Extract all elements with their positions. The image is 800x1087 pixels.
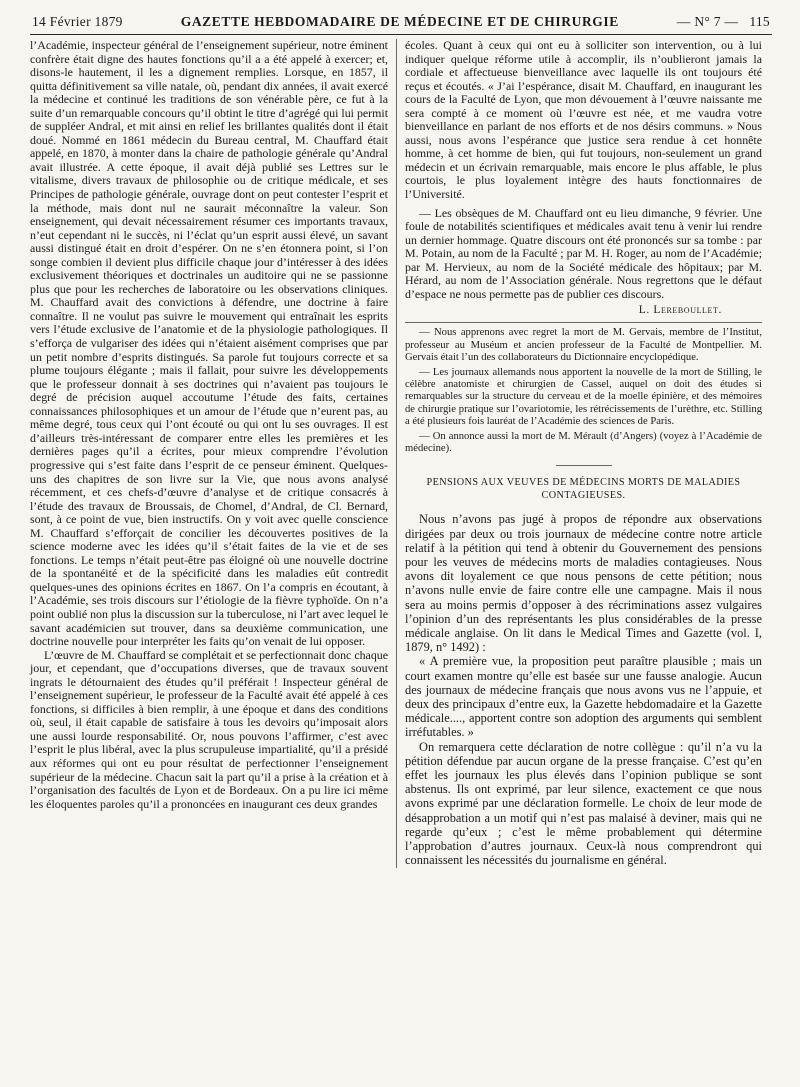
header-right: [677, 14, 770, 30]
header-issue: — N° 7 —: [676, 14, 739, 29]
right-column: [396, 39, 762, 868]
obituary-paragraph-1: l’Académie, inspecteur général de l’enseignement supérieur, notre éminent confrère était digne des hautes fonctions qu’il a a été appelé à exercer; et, disons-le hautement, il les a dignement remplies. Lorsque, en 1857, il quitta définitivement sa ville natale, où, pendant dix années, il avait exercé la médecine et continué les traditions de son vénérable père, ce fut à la suite d’un remarquable concours qu’il obtint le titre d’agrégé qui lui permit de suppléer Andral, et mit ainsi en relief les brillantes qualités dont il était doué. Nommé en 1861 médecin du Bureau central, M. Chauffard était appelé, en 1870, à monter dans la chaire de pathologie générale qu’Andral avait illustrée. A cette époque, il avait déjà publié ses Lettres sur le vitalisme, divers travaux de philosophie ou de critique médicale, et ses Principes de pathologie générale, ouvrage dont on peut contester l’esprit et la méthode, mais dont nul ne saurait méconnaître la valeur. Son enseignement, qui devait nécessairement résumer ces importants travaux, n’eut cependant ni le succès, ni l’éclat qu’un esprit aussi élevé, un savant aussi distingué était en droit d’espérer. On ne s’en étonnera point, si l’on songe combien il devient plus difficile chaque jour d’intéresser à des idées exclusivement théoriques et doctrinales un auditoire qui ne se passionne plus que pour les recherches de laboratoire ou les observations cliniques. M. Chauffard avait des convictions à défendre, une doctrine à faire connaître. Il ne voulut pas suivre le mouvement qui entraînait les esprits vers l’étude exclusive de l’anatomie et de la physiologie pathologiques. Il s’efforça de vulgariser des idées qui n’étaient aisément comprises que par un petit nombre d’esprits distingués. Sa parole fut toujours correcte et sa plume toujours élégante ; mais il fallait, pour suivre les développements que le professeur donnait à ses doctrines qui n’avaient pas toujours le degré de précision auquel accoutume l’étude des faits, certaines connaissances philosophiques et un amour de l’étude que n’eurent pas, au même degré, tous ceux qui l’ont écouté ou qui ont lu ses ouvrages. Il est d’ailleurs très-intéressant de comparer entre elles les premières et les dernières pages qu’il a écrites, pour mieux comprendre l’évolution progressive qui s’est faite dans l’esprit de ce penseur éminent. Quelques-uns des chapitres de son livre sur la Vie, que nous avons analysé récemment, et ces chefs-d’œuvre d’analyse et de critique consacrés à l’étude des travaux de Broussais, de Chomel, d’Andral, de Cl. Bernard, sont, à ce point de vue, bien instructifs. On y voit avec quelle conscience M. Chauffard s’efforçait de concilier les découvertes positives de la science moderne avec les idées qu’il s’était faites de la vie et de ses fonctions. Le temps n’était peut-être pas éloigné où une nouvelle doctrine de la spontanéité et de la spécificité dans les maladies eût contredit quelques-unes des opinions écrites en 1867. On l’a compris en écoutant, à l’Académie, ses trois discours sur l’étiologie de la fièvre typhoïde. On n’a point oublié non plus la discussion sur la tuberculose, ni l’art avec lequel le savant académicien sut trouver, dans sa deuxième communication, une doctrine nouvelle pour interpréter les faits qu’on venait de lui opposer.: [30, 38, 388, 649]
running-header: [30, 14, 772, 35]
section-title: PENSIONS AUX VEUVES DE MÉDECINS MORTS DE MALADIES CONTAGIEUSES.: [426, 477, 741, 502]
obituary-paragraph-2: L’œuvre de M. Chauffard se complétait et se perfectionnait donc chaque jour, et cependant, que d’occupations diverses, que de travaux souvent ingrats le détournaient des études qu’il préférait ! Inspecteur général de l’enseignement supérieur, le professeur de la Faculté avait été appelé à ces fonctions, si difficiles à bien remplir, à une époque et dans des conditions où, seul, il était capable de satisfaire à tous les devoirs qu’imposait alors une aussi lourde responsabilité. Or, nous pouvons l’affirmer, c’est avec l’esprit le plus libéral, avec la plus scrupuleuse impartialité, qu’il a présidé aux réformes qui ont eu pour résultat de perfectionner l’enseignement supérieur de la médecine. Chacun sait la part qu’il a prise à la création et à l’organisation des facultés de Lyon et de Bordeaux. On a pu lire ici même les éloquentes paroles qu’il a prononcées en inaugurant ces deux grandes: [30, 647, 388, 811]
divider: [556, 465, 612, 466]
header-journal-title: GAZETTE HEBDOMADAIRE DE MÉDECINE ET DE CHIRURGIE: [180, 14, 619, 29]
news-stilling: — Les journaux allemands nous apportent la nouvelle de la mort de Stilling, le célèbre anatomiste et chirurgien de Cassel, auquel on doit des études si remarquables sur la structure du cerveau et de la moelle épinière, et des mémoires de chirurgie pratique sur l’ovariotomie, les rétrécissements de l’urèthre, etc. Stilling a été plusieurs fois lauréat de l’Académie des sciences de Paris.: [405, 367, 762, 427]
header-page-number: 115: [749, 14, 770, 29]
divider: [405, 322, 762, 323]
obituary-paragraph-3: écoles. Quant à ceux qui ont eu à solliciter son intervention, ou à lui indiquer quelque réforme utile à accomplir, ils n’oublieront jamais la cordiale et affectueuse bienveillance avec laquelle ils ont toujours été reçus et écoutés. « J’ai l’espérance, disait M. Chauffard, en inaugurant les cours de la Faculté de Lyon, que mon dévouement à l’œuvre naissante me sera compté à ce moment où l’œuvre est née, et me vaudra votre bienveillance en parlant de nos efforts et de nos désirs communs. » Nous aussi, nous avons l’espérance que justice sera rendue à cet honnête homme, à cet homme de bien, qui fut toujours, non-seulement un grand médecin et un écrivain remarquable, mais encore le plus affable, le plus courtois, le plus loyalement intègre des hauts fonctionnaires de l’Université.: [405, 38, 762, 202]
news-merault: — On annonce aussi la mort de M. Mérault (d’Angers) (voyez à l’Académie de médecine).: [405, 431, 762, 455]
news-gervais: — Nous apprenons avec regret la mort de M. Gervais, membre de l’Institut, professeur au Muséum et ancien professeur de la Faculté de Montpellier. M. Gervais était l’un des collaborateurs du Dictionnaire encyclopédique.: [405, 327, 762, 363]
pensions-paragraph-2: On remarquera cette déclaration de notre collègue : qu’il n’a vu la pétition défendue par aucun organe de la presse française. C’est qu’en effet les journaux les plus élevés dans l’opinion publique se sont abstenus. Ils ont exprimé, par leur silence, exactement ce que nous avons exprimé par une déclaration formelle. Le choix de leur mode de désapprobation a un motif qui n’est pas malaisé à deviner, mais qui ne regarde qu’eux ; c’est le même probablement qui détermine l’approbation d’autres journaux. Ceux-là nous comprendront qui connaissent les nécessités du journalisme en général.: [405, 739, 762, 868]
text-columns: [30, 39, 772, 868]
funeral-paragraph: — Les obsèques de M. Chauffard ont eu lieu dimanche, 9 février. Une foule de notabilités scientifiques et médicales avait tenu à venir lui rendre un dernier hommage. Quatre discours ont été prononcés sur sa tombe : par M. Potain, au nom de la Faculté ; par M. H. Roger, au nom de l’Académie; par M. Hervieux, au nom de la Société médicale des hôpitaux; par M. Hérard, au nom de l’Association générale. Nous regrettons que le défaut d’espace ne nous permette pas de publier ces discours.: [405, 205, 762, 301]
pensions-quote: « A première vue, la proposition peut paraître plausible ; mais un court examen montre qu’elle est basée sur une fausse analogie. Aucun des journaux de médecine français que nous avons vus ne l’appuie, et deux des principaux d’entre eux, la Gazette hebdomadaire et la Gazette médicale...., apportent contre son adoption des arguments qui semblent irréfutables. »: [405, 654, 762, 740]
left-column: [30, 39, 396, 868]
pensions-paragraph-1: Nous n’avons pas jugé à propos de répondre aux observations dirigées par deux ou trois journaux de médecine contre notre article relatif à la pétition qui tend à obtenir du Gouvernement des pensions pour les veuves de médecins morts de maladies contagieuses. Nous avons dit loyalement ce que nous pensons de cette pétition; nous n’avons nulle envie de faire contre elle une campagne. Mais il nous sera au moins permis d’opposer à des récriminations assez vulgaires l’opinion d’un des représentants les plus considérables de la presse médicale anglaise. On lit dans le Medical Times and Gazette (vol. I, 1879, n° 1492) :: [405, 512, 762, 655]
author-signature: L. Lereboullet.: [638, 304, 722, 317]
header-date: 14 Février 1879: [32, 14, 123, 29]
